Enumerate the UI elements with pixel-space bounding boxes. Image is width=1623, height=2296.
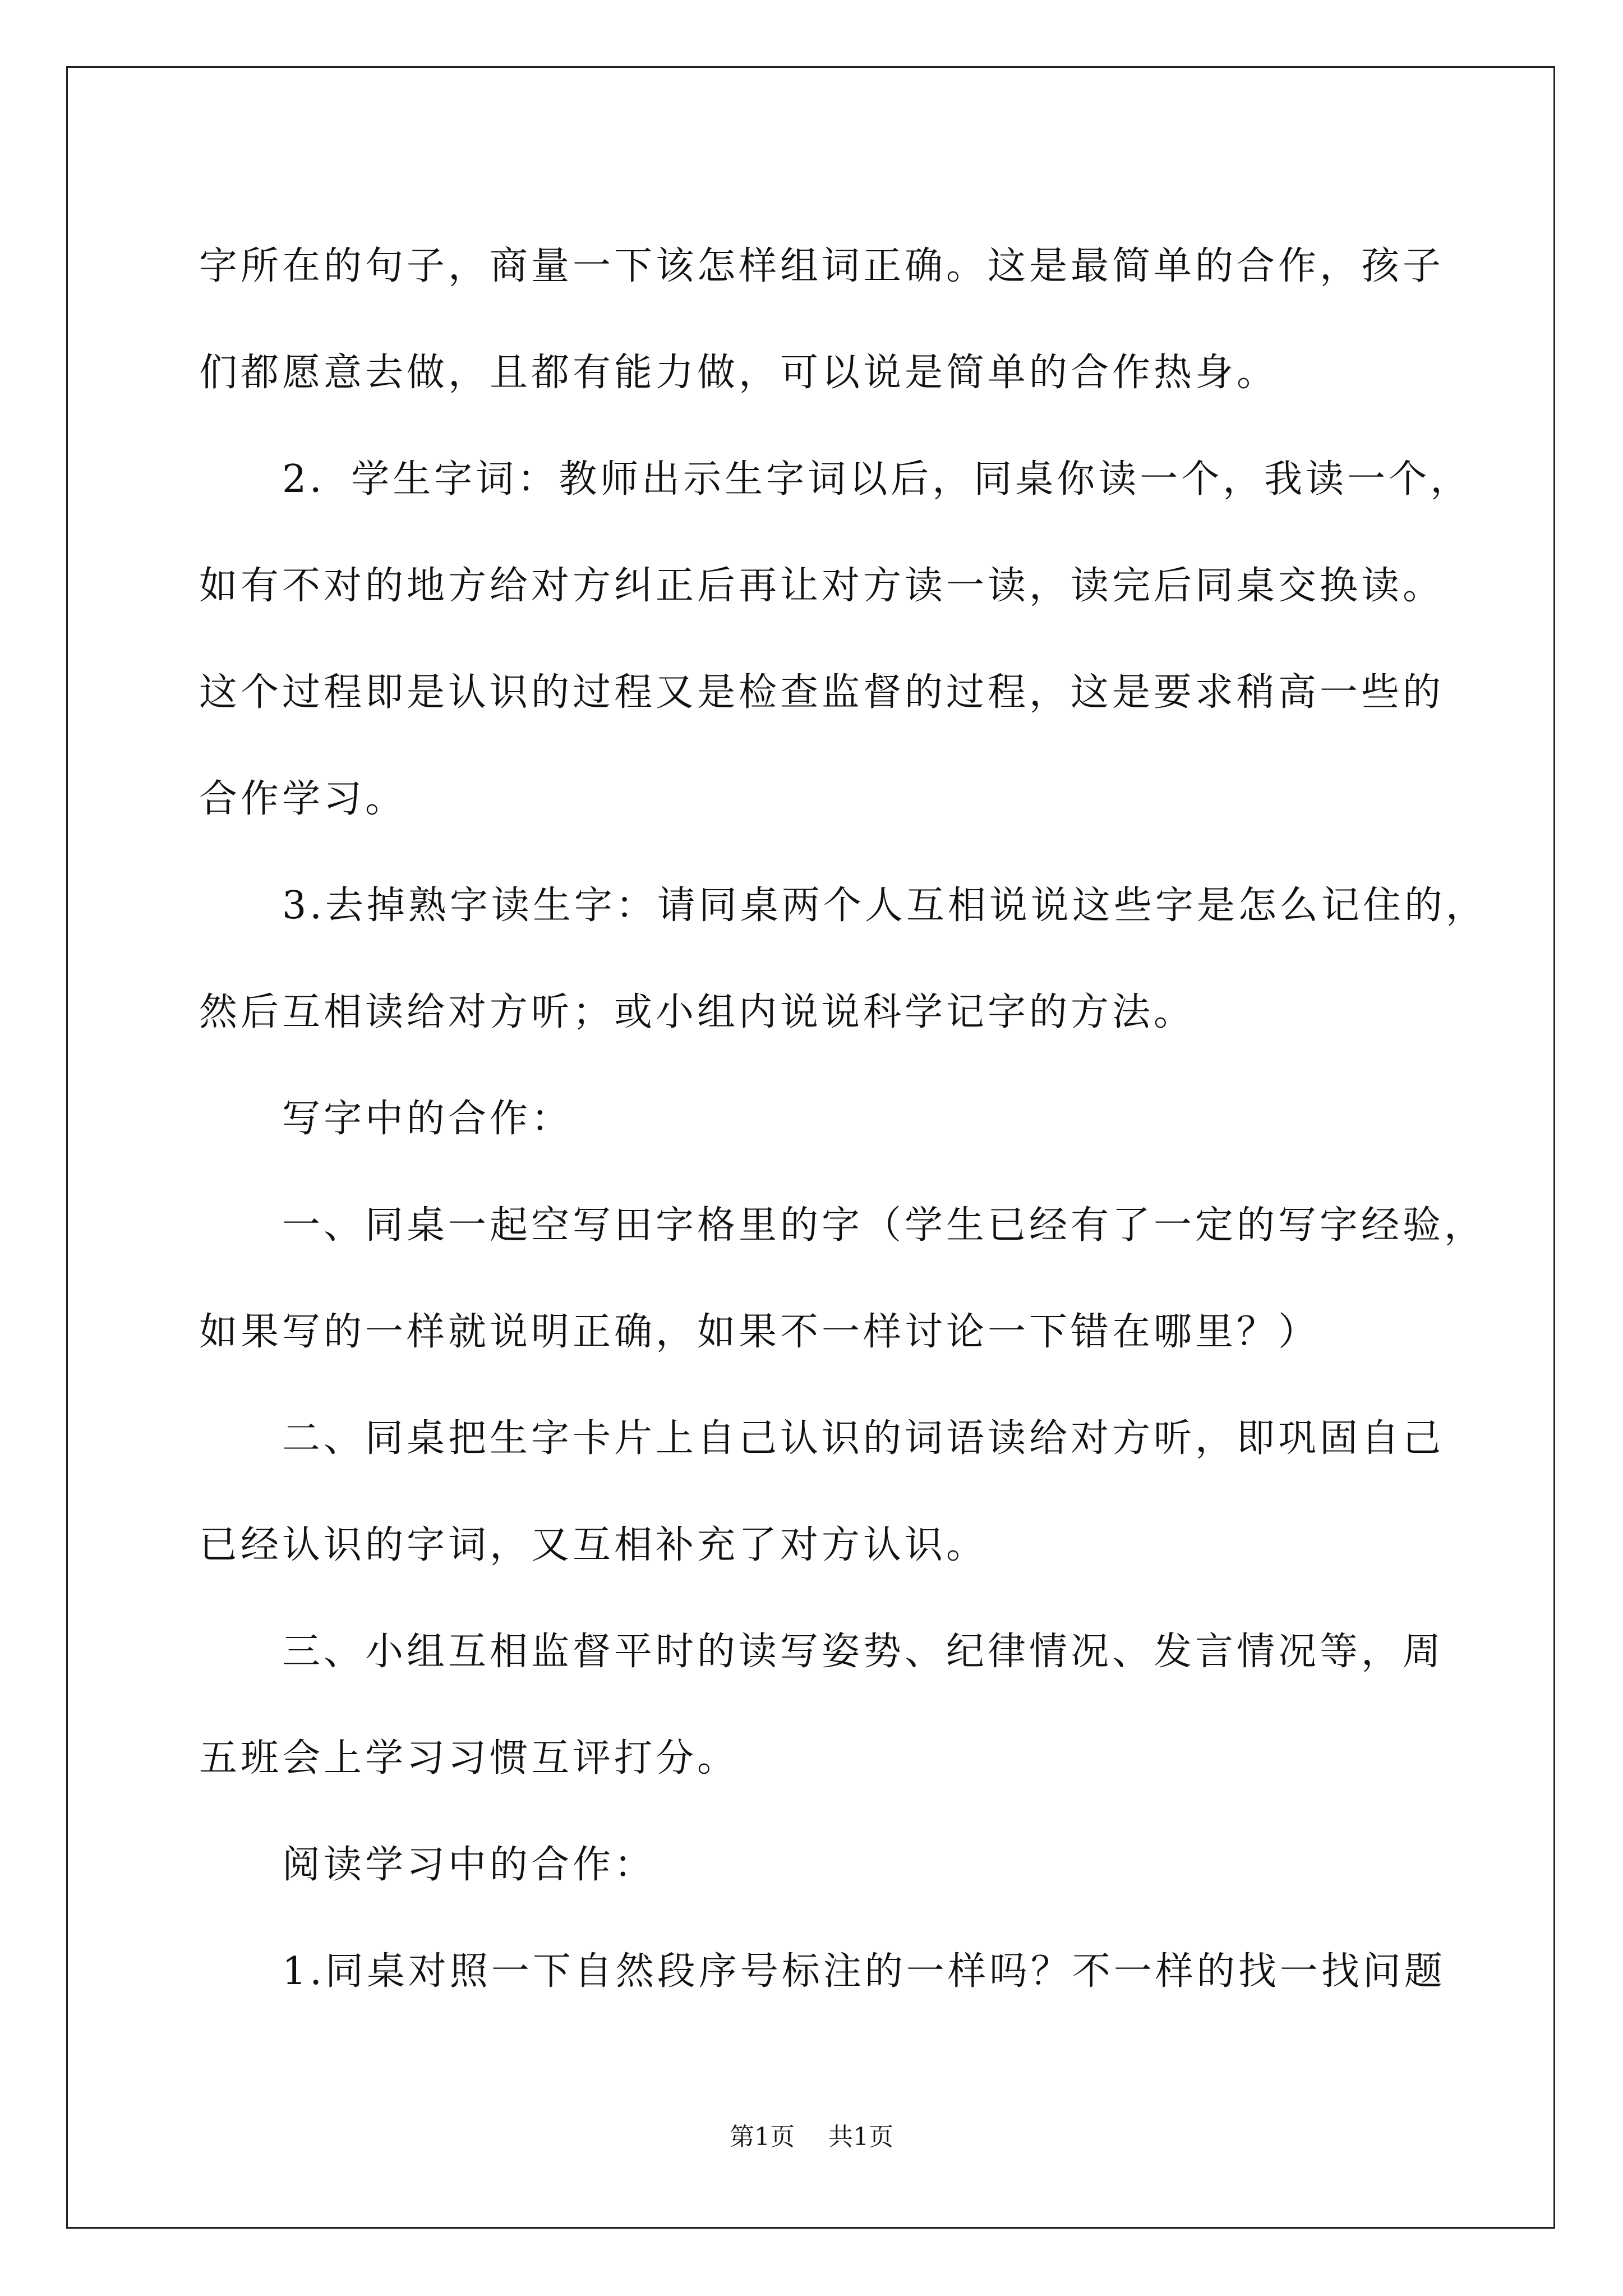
text-line-8: 然后互相读给对方听；或小组内说说科学记字的方法。: [199, 990, 1196, 1034]
text-line-14: 三、小组互相监督平时的读写姿势、纪律情况、发言情况等，周: [282, 1630, 1445, 1674]
page-number: 第1页: [730, 2123, 795, 2151]
text-line-5: 这个过程即是认识的过程又是检查监督的过程，这是要求稍高一些的: [199, 670, 1445, 715]
text-line-4: 如有不对的地方给对方纠正后再让对方读一读，读完后同桌交换读。: [199, 564, 1445, 608]
text-line-12: 二、同桌把生字卡片上自己认识的词语读给对方听，即巩固自己: [282, 1416, 1445, 1461]
section-heading-writing: 写字中的合作：: [282, 1097, 573, 1141]
text-line-7: 3.去掉熟字读生字：请同桌两个人互相说说这些字是怎么记住的，: [282, 884, 1487, 928]
text-line-1: 字所在的句子，商量一下该怎样组词正确。这是最简单的合作，孩子: [199, 244, 1445, 288]
page-footer: [0, 2120, 1623, 2154]
page-total: 共1页: [828, 2123, 893, 2151]
text-line-13: 已经认识的字词，又互相补充了对方认识。: [199, 1523, 988, 1567]
text-line-10: 一、同桌一起空写田字格里的字（学生已经有了一定的写字经验，: [282, 1203, 1486, 1248]
text-line-15: 五班会上学习习惯互评打分。: [199, 1736, 739, 1780]
text-line-11: 如果写的一样就说明正确，如果不一样讨论一下错在哪里？）: [199, 1310, 1320, 1354]
section-heading-reading: 阅读学习中的合作：: [282, 1843, 656, 1887]
document-body: [199, 213, 1487, 2025]
text-line-17: 1.同桌对照一下自然段序号标注的一样吗？不一样的找一找问题: [282, 1949, 1446, 1994]
text-line-3: 2．学生字词：教师出示生字词以后，同桌你读一个，我读一个，: [282, 457, 1472, 501]
text-line-6: 合作学习。: [199, 777, 407, 821]
text-line-2: 们都愿意去做，且都有能力做，可以说是简单的合作热身。: [199, 351, 1279, 395]
